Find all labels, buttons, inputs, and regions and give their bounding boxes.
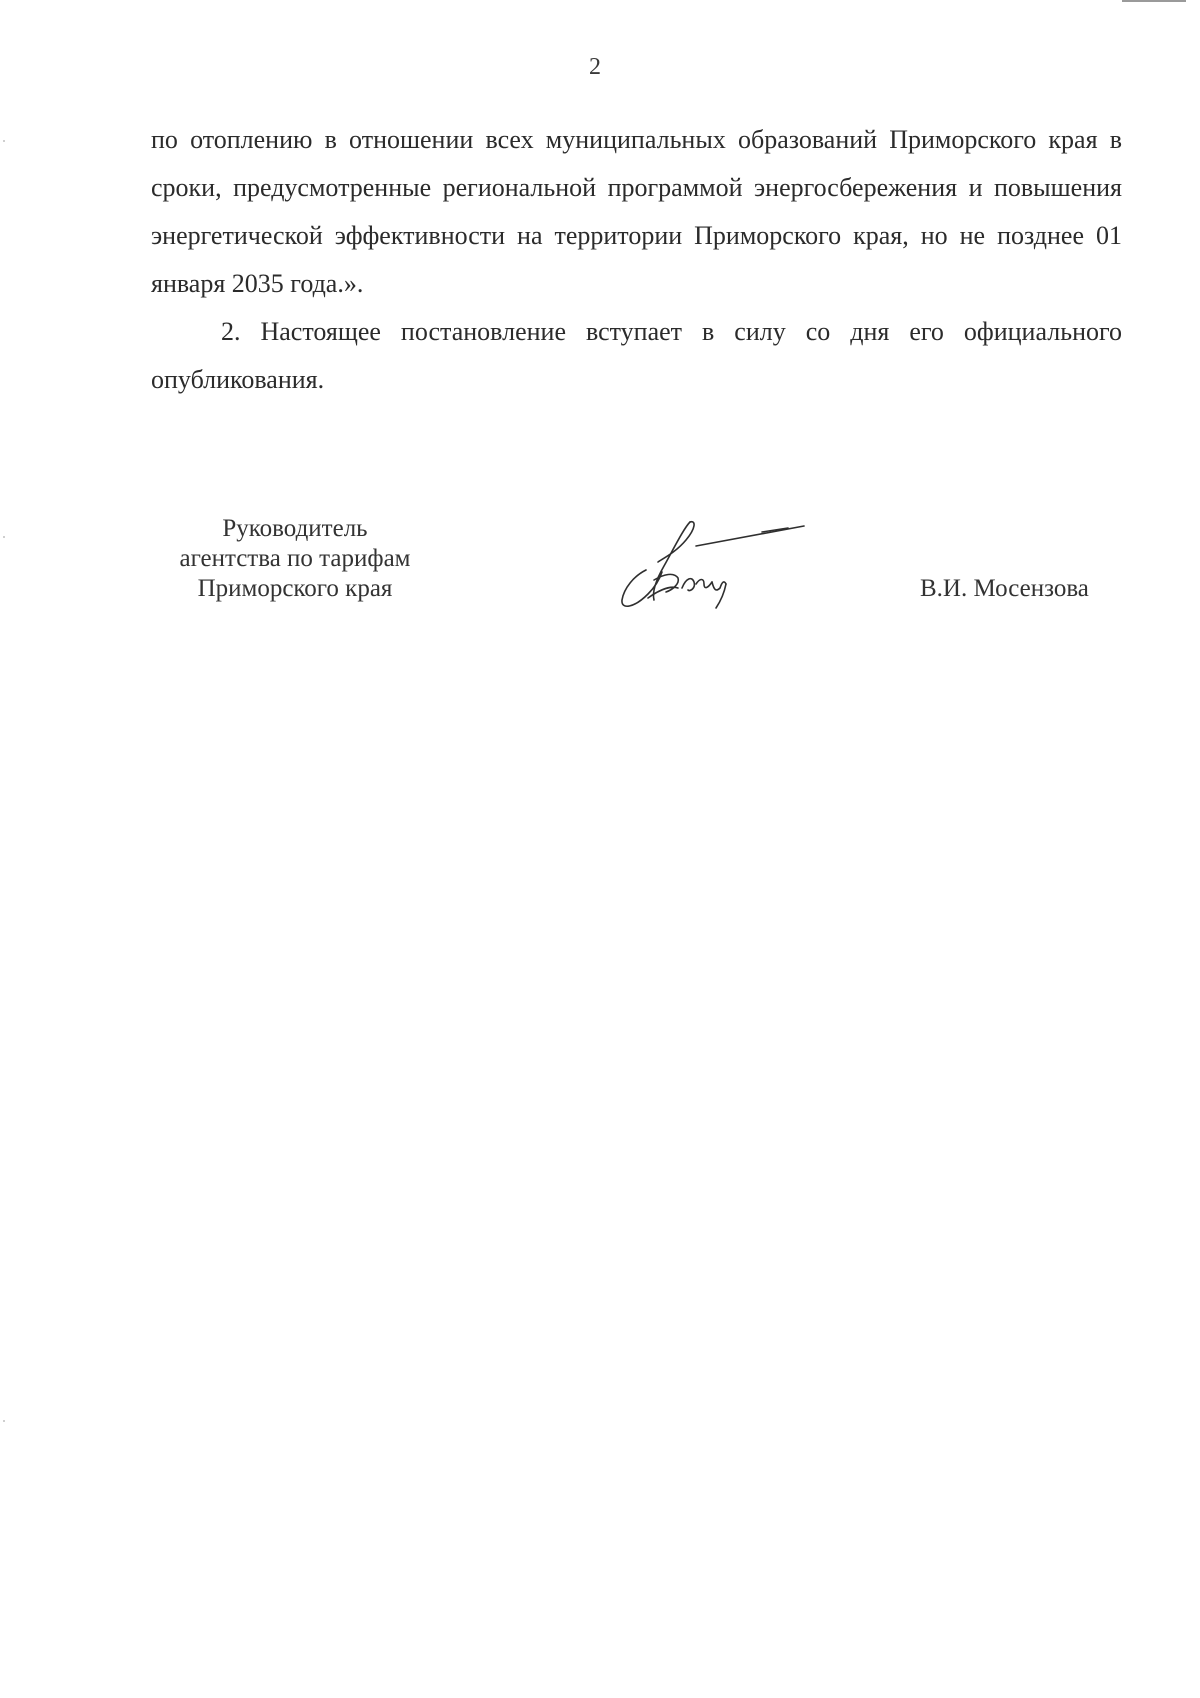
scan-speck bbox=[3, 140, 5, 142]
signatory-title-line: Приморского края bbox=[197, 575, 393, 602]
scan-border-mark bbox=[1122, 0, 1186, 2]
signatory-name: В.И. Мосензова bbox=[920, 575, 1089, 602]
signatory-title-line: Руководитель bbox=[222, 515, 368, 542]
document-body bbox=[151, 116, 1122, 404]
paragraph-effective-date: 2. Настоящее постановление вступает в силу со дня его официального опубликования. bbox=[151, 317, 1122, 394]
scan-speck bbox=[3, 536, 5, 538]
scan-speck bbox=[3, 1420, 5, 1422]
page-number: 2 bbox=[589, 54, 601, 80]
signatory-title bbox=[170, 514, 420, 604]
signatory-title-line: агентства по тарифам bbox=[179, 545, 411, 572]
handwritten-signature bbox=[612, 518, 808, 614]
paragraph-continuation: по отоплению в отношении всех муниципальных образований Приморского края в сроки, предусмотренные региональной программой энергосбережения и повышения энергетической эффективности на территории Приморского края, но не позднее 01 января 2035 года.». bbox=[151, 125, 1122, 298]
